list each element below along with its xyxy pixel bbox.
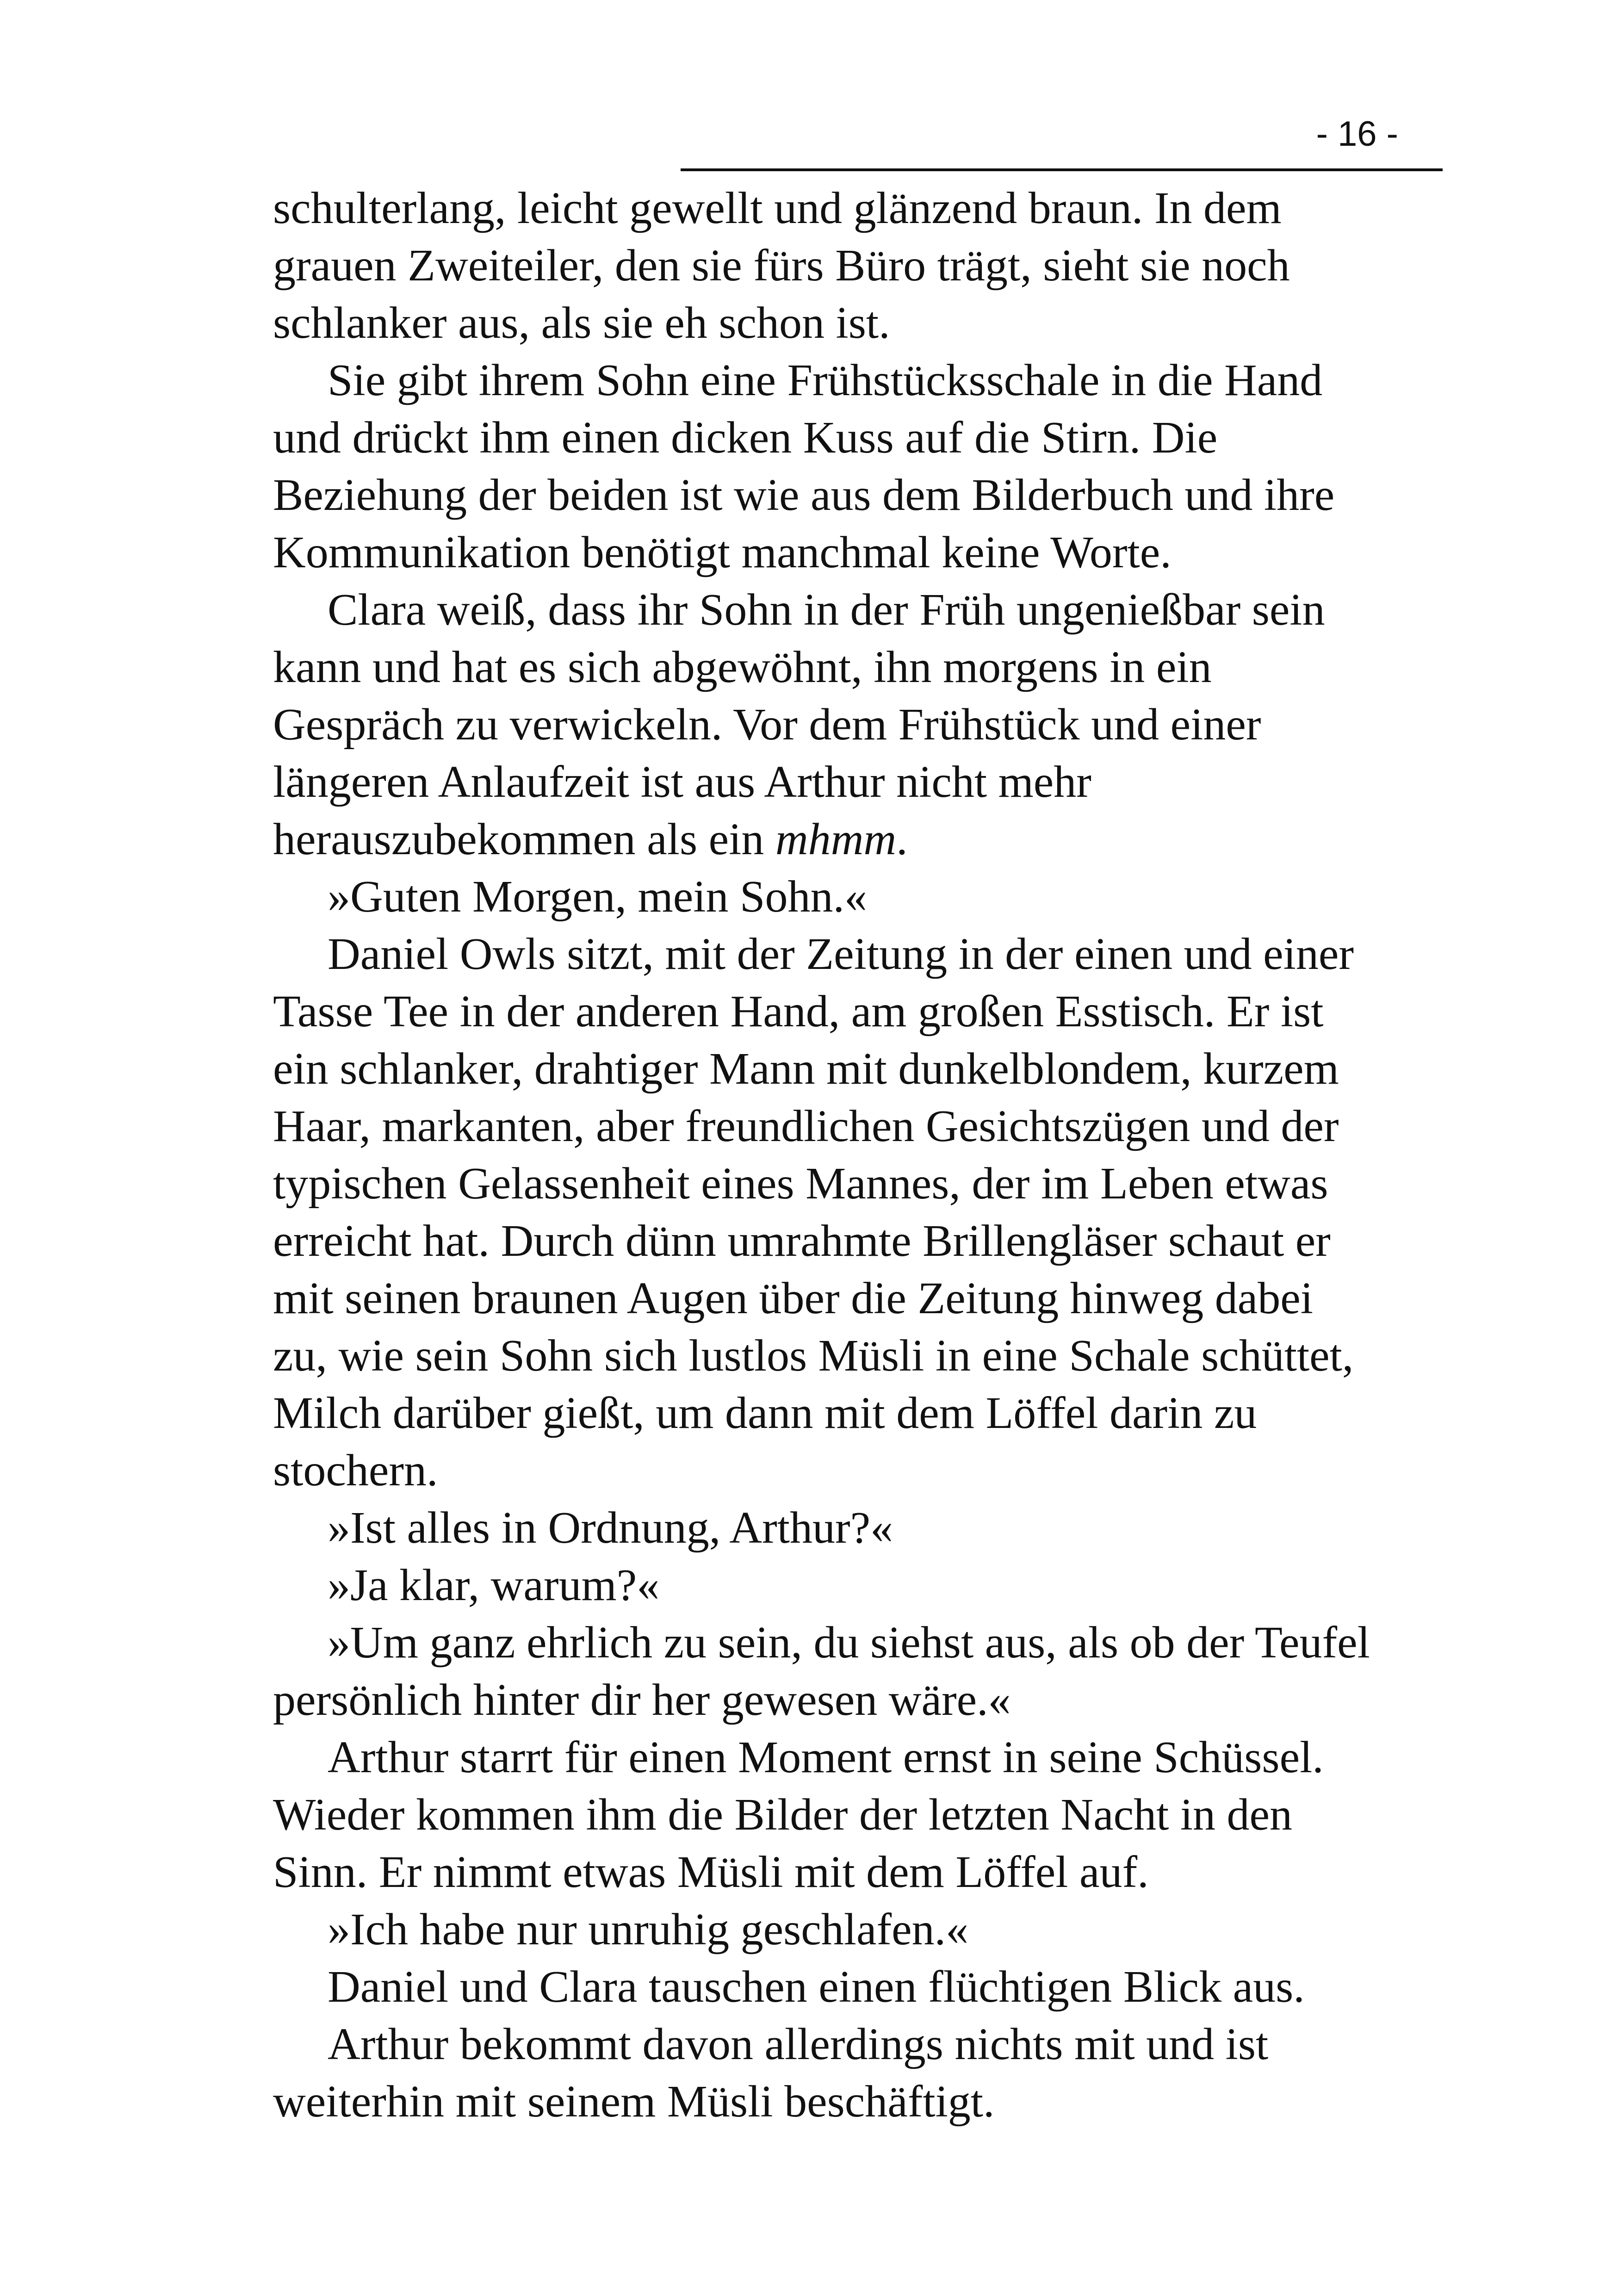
paragraph-8 bbox=[273, 1614, 1411, 1729]
italic-word: mhmm bbox=[775, 814, 897, 864]
text-line: Daniel und Clara tauschen einen flüchtigen Blick aus. bbox=[328, 1962, 1305, 2012]
paragraph-11 bbox=[273, 1958, 1411, 2016]
paragraph-12 bbox=[273, 2016, 1411, 2130]
text-line: Kommunikation benötigt manchmal keine Worte. bbox=[273, 527, 1172, 577]
paragraph-5 bbox=[273, 925, 1411, 1499]
paragraph-9 bbox=[273, 1729, 1411, 1901]
dialogue-line: »Ich habe nur unruhig geschlafen.« bbox=[328, 1905, 969, 1955]
text-line: und drückt ihm einen dicken Kuss auf die Stirn. Die bbox=[273, 413, 1218, 463]
dialogue-line: »Ist alles in Ordnung, Arthur?« bbox=[328, 1503, 893, 1553]
text-line: Tasse Tee in der anderen Hand, am großen Esstisch. Er ist bbox=[273, 987, 1324, 1036]
text-line: Milch darüber gießt, um dann mit dem Löffel darin zu bbox=[273, 1388, 1257, 1438]
text-line: Arthur starrt für einen Moment ernst in seine Schüssel. bbox=[328, 1732, 1324, 1782]
text-line: Gespräch zu verwickeln. Vor dem Frühstück und einer bbox=[273, 700, 1261, 750]
text-line: typischen Gelassenheit eines Mannes, der im Leben etwas bbox=[273, 1159, 1328, 1209]
text-line: Sinn. Er nimmt etwas Müsli mit dem Löffel auf. bbox=[273, 1847, 1149, 1897]
text-line: zu, wie sein Sohn sich lustlos Müsli in eine Schale schüttet, bbox=[273, 1331, 1354, 1381]
text-run: herauszubekommen als ein bbox=[273, 814, 775, 864]
text-line: erreicht hat. Durch dünn umrahmte Brillengläser schaut er bbox=[273, 1216, 1331, 1266]
dialogue-line: »Guten Morgen, mein Sohn.« bbox=[328, 872, 867, 922]
dialogue-line: »Ja klar, warum?« bbox=[328, 1560, 660, 1610]
paragraph-3 bbox=[273, 581, 1411, 868]
text-line: Clara weiß, dass ihr Sohn in der Früh ungenießbar sein bbox=[328, 585, 1325, 635]
text-line: grauen Zweiteiler, den sie fürs Büro trägt, sieht sie noch bbox=[273, 241, 1290, 291]
page-header bbox=[681, 107, 1443, 172]
text-line: Beziehung der beiden ist wie aus dem Bilderbuch und ihre bbox=[273, 470, 1335, 520]
body-text bbox=[273, 180, 1411, 2130]
paragraph-4 bbox=[273, 868, 1411, 925]
paragraph-6 bbox=[273, 1499, 1411, 1557]
text-line: Wieder kommen ihm die Bilder der letzten Nacht in den bbox=[273, 1790, 1293, 1840]
text-line: Haar, markanten, aber freundlichen Gesichtszügen und der bbox=[273, 1101, 1339, 1151]
text-line: ein schlanker, drahtiger Mann mit dunkelblondem, kurzem bbox=[273, 1044, 1339, 1094]
header-rule bbox=[681, 168, 1443, 171]
paragraph-2 bbox=[273, 352, 1411, 581]
text-line: weiterhin mit seinem Müsli beschäftigt. bbox=[273, 2077, 995, 2127]
text-line: Daniel Owls sitzt, mit der Zeitung in der einen und einer bbox=[328, 929, 1354, 979]
paragraph-7 bbox=[273, 1557, 1411, 1614]
page-number: - 16 - bbox=[1316, 114, 1398, 154]
dialogue-line: »Um ganz ehrlich zu sein, du siehst aus, als ob der Teufel bbox=[328, 1618, 1370, 1668]
text-line: mit seinen braunen Augen über die Zeitung hinweg dabei bbox=[273, 1273, 1313, 1323]
paragraph-10 bbox=[273, 1901, 1411, 1958]
text-line: kann und hat es sich abgewöhnt, ihn morgens in ein bbox=[273, 642, 1212, 692]
text-line: Arthur bekommt davon allerdings nichts mit und ist bbox=[328, 2019, 1269, 2069]
text-line-with-italic bbox=[273, 811, 1411, 868]
text-line: Sie gibt ihrem Sohn eine Frühstücksschale in die Hand bbox=[328, 355, 1323, 405]
text-line: schlanker aus, als sie eh schon ist. bbox=[273, 298, 890, 348]
text-line: schulterlang, leicht gewellt und glänzend braun. In dem bbox=[273, 183, 1282, 233]
text-line: längeren Anlaufzeit ist aus Arthur nicht mehr bbox=[273, 757, 1091, 807]
dialogue-line: persönlich hinter dir her gewesen wäre.« bbox=[273, 1675, 1011, 1725]
paragraph-1 bbox=[273, 180, 1411, 352]
text-line: stochern. bbox=[273, 1446, 438, 1496]
text-run: . bbox=[896, 814, 908, 864]
